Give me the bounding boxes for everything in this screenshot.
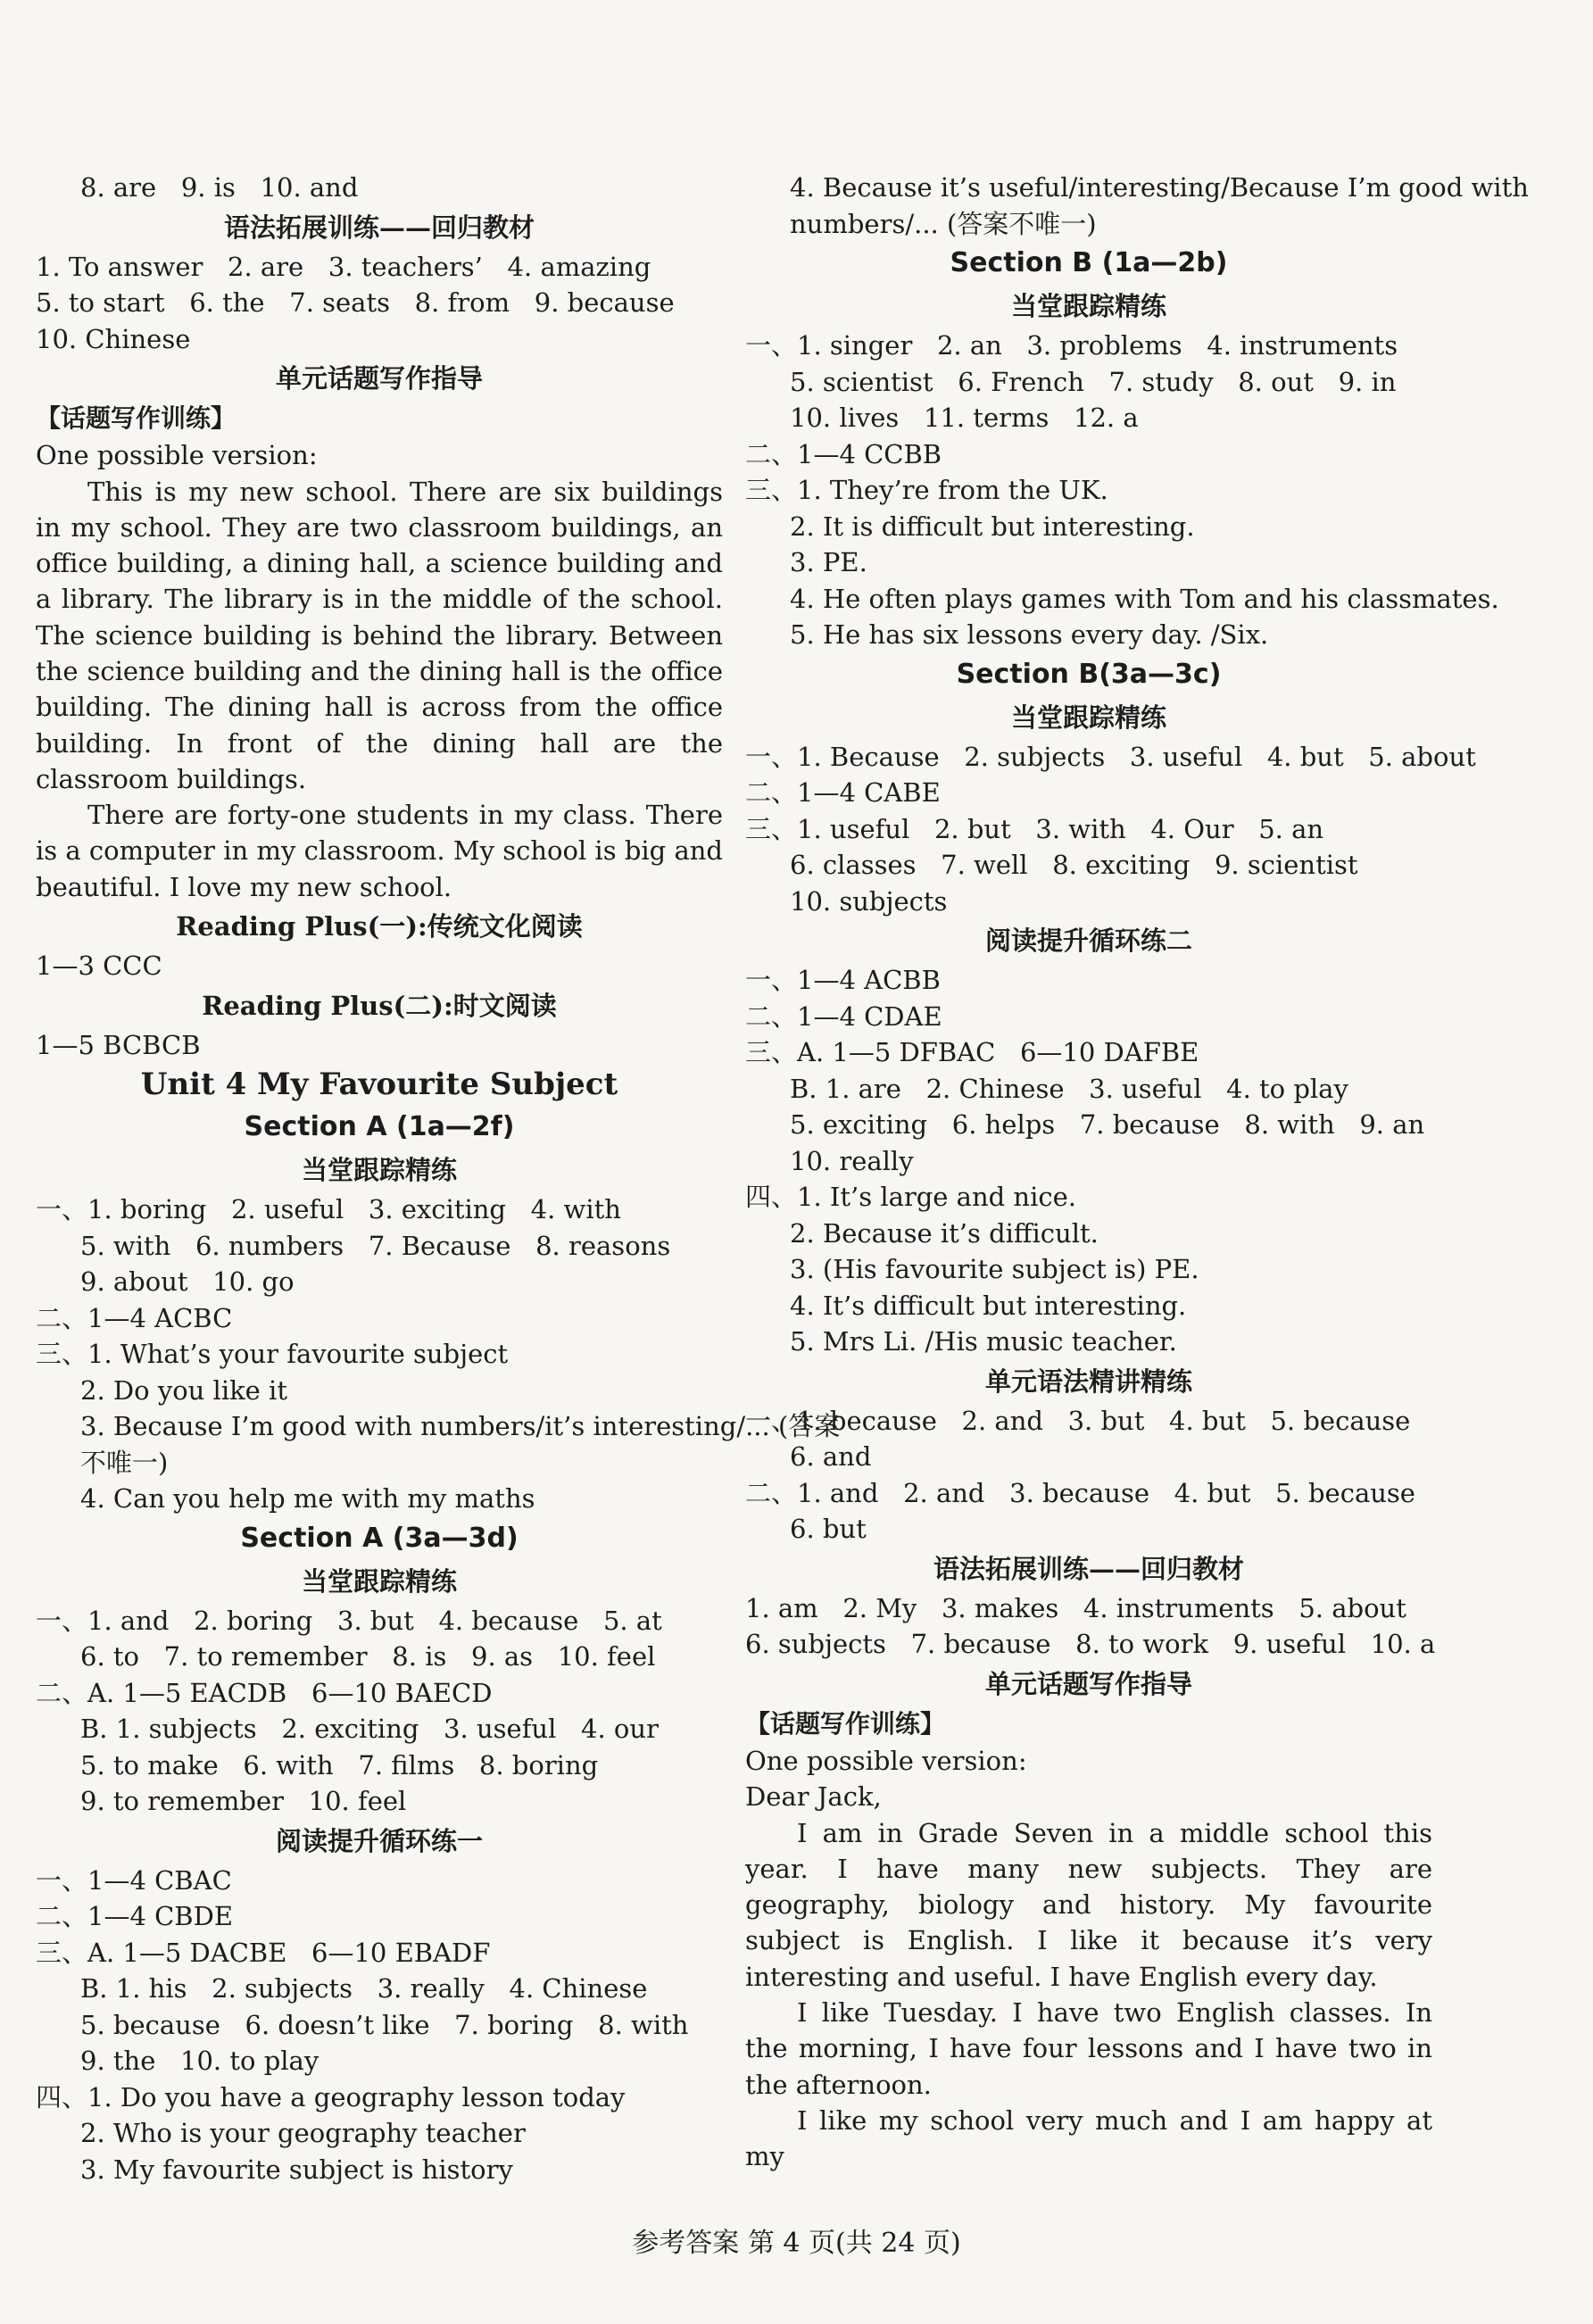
answer-line: 二、1—4 CBDE [36,1901,234,1932]
answer-line: 1—3 CCC [36,950,162,982]
answer-line: B. 1. his 2. subjects 3. really 4. Chinese [80,1973,648,2004]
answer-line: 4. He often plays games with Tom and his classmates. [790,583,1499,614]
answer-line: 10. really [790,1145,914,1176]
answer-line: 2. It is difficult but interesting. [790,510,1195,542]
right-column [745,170,1529,2174]
answer-line: 6. to 7. to remember 8. is 9. as 10. feel [80,1641,656,1672]
answer-line: 6. classes 7. well 8. exciting 9. scientist [790,850,1358,880]
answer-line: 四、1. Do you have a geography lesson today [36,2081,626,2112]
answer-line: 三、1. What’s your favourite subject [36,1339,509,1370]
answer-line: 3. PE. [790,547,867,577]
answer-line: 4. Because it’s useful/interesting/Because I’m good with [790,172,1529,203]
answer-line: 三、1. useful 2. but 3. with 4. Our 5. an [745,813,1324,844]
unit-title: Unit 4 My Favourite Subject [140,1067,618,1103]
answer-line: 二、1—4 CDAE [745,1000,942,1032]
section-title: Section B (1a—2b) [950,247,1228,278]
section-heading: 当堂跟踪精练 [1010,291,1166,321]
answer-line: 5. because 6. doesn’t like 7. boring 8. with [80,2009,689,2040]
answer-line: 三、1. They’re from the UK. [745,475,1108,505]
section-heading: 阅读提升循环练二 [984,925,1192,956]
answer-line: 5. scientist 6. French 7. study 8. out 9. in [790,366,1397,397]
answer-line: 9. to remember 10. feel [80,1786,407,1817]
answer-line: 10. Chinese [36,323,191,354]
answer-line: 二、1. and 2. and 3. because 4. but 5. because [745,1477,1415,1508]
answer-line: 不唯一) [80,1447,169,1478]
answer-line: 二、1—4 CCBB [745,438,942,469]
answer-line: 6. but [790,1514,867,1544]
section-heading: 语法拓展训练——回归教材 [933,1553,1244,1584]
section-heading: 单元话题写作指导 [275,363,483,394]
answer-line: 3. Because I’m good with numbers/it’s interesting/... (答案 [80,1411,841,1442]
essay-paragraph: I am in Grade Seven in a middle school this year. I have many new subjects. They are geography, biology and history. My favourite subject is English. I like it because it’s very interesting and useful. I have English every day. [745,1817,1432,1992]
answer-line: 1. am 2. My 3. makes 4. instruments 5. about [745,1592,1406,1623]
section-heading: 阅读提升循环练一 [275,1825,483,1856]
answer-line: 3. (His favourite subject is) PE. [790,1254,1199,1284]
answer-line: 一、1—4 CBAC [36,1864,232,1896]
answer-line: 4. It’s difficult but interesting. [790,1290,1187,1321]
answer-line: 6. subjects 7. because 8. to work 9. useful 10. a [745,1629,1436,1659]
answer-line: 6. and [790,1441,872,1472]
section-heading: 单元话题写作指导 [984,1668,1192,1699]
answer-line: 3. My favourite subject is history [80,2154,513,2185]
answer-line: 2. Because it’s difficult. [790,1217,1099,1249]
answer-line: 5. with 6. numbers 7. Because 8. reasons [80,1230,671,1261]
answer-line: 一、1. singer 2. an 3. problems 4. instruments [745,330,1398,361]
answer-line: 5. exciting 6. helps 7. because 8. with 9. an [790,1109,1425,1140]
essay-paragraph: This is my new school. There are six buildings in my school. They are two classroom buildings, an office building, a dining hall, a science building and a library. The library is in the middle of the school. The science building is behind the library. Between the science building and the dining hall is the office building. The dining hall is across from the office building. In front of the dining hall are the classroom buildings. [36,476,723,794]
answer-line: 5. He has six lessons every day. /Six. [790,619,1269,650]
answer-line: 一、1. Because 2. subjects 3. useful 4. but 5. about [745,741,1476,772]
section-heading: 当堂跟踪精练 [1010,701,1166,733]
answer-line: 5. to make 6. with 7. films 8. boring [80,1749,599,1780]
page-footer: 参考答案 第 4 页(共 24 页) [632,2228,961,2259]
answer-line: 9. about 10. go [80,1266,295,1298]
section-heading: 当堂跟踪精练 [301,1155,457,1186]
essay-paragraph: I like my school very much and I am happy at my [745,2104,1432,2172]
section-heading: 语法拓展训练——回归教材 [223,212,535,243]
answer-line: 1—5 BCBCB [36,1029,201,1060]
answer-line: 三、A. 1—5 DFBAC 6—10 DAFBE [745,1037,1199,1067]
answer-line: B. 1. are 2. Chinese 3. useful 4. to play [790,1073,1348,1104]
answer-line: 二、1—4 ACBC [36,1302,233,1333]
section-title: Section A (3a—3d) [240,1522,519,1554]
answer-line: 9. the 10. to play [80,2046,319,2077]
writing-label: 【话题写作训练】 [36,403,236,433]
answer-line: 一、1. and 2. boring 3. but 4. because 5. at [36,1605,662,1636]
section-heading: Reading Plus(二):时文阅读 [202,990,557,1021]
version-label: One possible version: [745,1745,1027,1776]
answer-line: 5. Mrs Li. /His music teacher. [790,1326,1177,1357]
answer-line: 4. Can you help me with my maths [80,1483,535,1515]
answer-line: 二、1—4 CABE [745,777,941,808]
answer-line: B. 1. subjects 2. exciting 3. useful 4. our [80,1714,659,1745]
section-heading: Reading Plus(一):传统文化阅读 [176,911,583,942]
section-heading: 单元语法精讲精练 [984,1365,1192,1397]
answer-line: 二、A. 1—5 EACDB 6—10 BAECD [36,1677,493,1708]
section-title: Section A (1a—2f) [244,1111,515,1143]
answer-line: 1. To answer 2. are 3. teachers’ 4. amazing [36,251,651,282]
answer-line: 一、1. boring 2. useful 3. exciting 4. with [36,1194,621,1225]
answer-line: 10. subjects [790,885,948,917]
version-label: One possible version: [36,440,318,470]
section-heading: 当堂跟踪精练 [301,1565,457,1597]
essay-paragraph: I like Tuesday. I have two English classes. In the morning, I have four lessons and I have two in the afternoon. [745,1996,1432,2100]
answer-line: 四、1. It’s large and nice. [745,1182,1077,1212]
section-title: Section B(3a—3c) [956,658,1222,690]
letter-greeting: Dear Jack, [745,1781,882,1812]
answer-line: 2. Who is your geography teacher [80,2118,526,2149]
answer-line: numbers/... (答案不唯一) [790,208,1097,239]
answer-line: 2. Do you like it [80,1374,287,1406]
answer-line: 三、A. 1—5 DACBE 6—10 EBADF [36,1937,491,1968]
answer-line: 一、1—4 ACBB [745,965,941,995]
essay-paragraph: There are forty-one students in my class. There is a computer in my classroom. My school is big and beautiful. I love my new school. [36,800,723,902]
answer-line: 一、1. because 2. and 3. but 4. but 5. because [745,1405,1411,1436]
answer-line: 10. lives 11. terms 12. a [790,403,1139,433]
writing-label: 【话题写作训练】 [745,1708,946,1739]
answer-line: 5. to start 6. the 7. seats 8. from 9. because [36,287,675,318]
answer-line: 8. are 9. is 10. and [80,172,359,203]
